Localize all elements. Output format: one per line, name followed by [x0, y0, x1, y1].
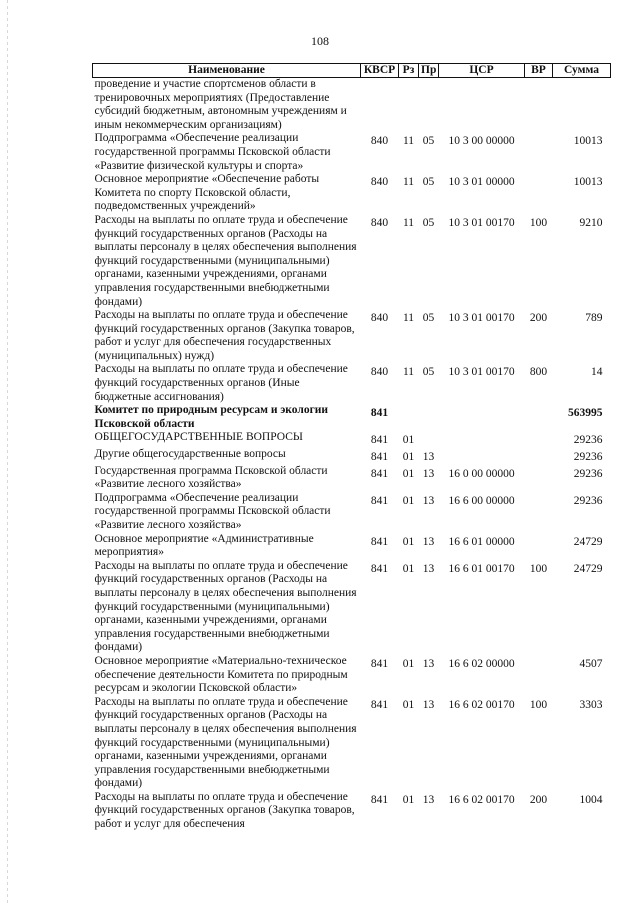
- budget-table-container: [92, 63, 610, 832]
- cell-vr: [525, 533, 553, 560]
- cell-sum: 4507: [579, 657, 603, 670]
- cell-rz: 11: [402, 366, 415, 379]
- cell-vr: [525, 78, 553, 133]
- cell-sum: 29236: [573, 451, 603, 464]
- header-pr: Пр: [419, 64, 439, 78]
- cell-pr: 05: [422, 366, 435, 379]
- cell-csr: [439, 78, 525, 133]
- cell-rz: 01: [402, 494, 415, 507]
- cell-name: Расходы на выплаты по оплате труда и обеспечение функций государственных органов (Расходы на выплаты персоналу в целях обеспечения выполнения функций государственными (муниципальными) органами, казенными учреждениями, органами управления государственными внебюджетными фондами): [94, 213, 357, 308]
- cell-kvsr: 841: [370, 494, 389, 507]
- cell-vr: [525, 431, 553, 448]
- cell-kvsr: [361, 78, 399, 133]
- cell-name: Основное мероприятие «Административные мероприятия»: [94, 532, 314, 559]
- cell-pr: 13: [422, 535, 435, 548]
- table-row: [93, 214, 611, 309]
- table-body: [93, 78, 611, 832]
- cell-rz: [399, 404, 419, 431]
- cell-sum: 29236: [573, 434, 603, 447]
- cell-rz: 01: [402, 434, 415, 447]
- cell-vr: 200: [529, 793, 548, 806]
- cell-rz: 01: [402, 793, 415, 806]
- cell-csr: 16 6 00 00000: [448, 494, 515, 507]
- cell-vr: [525, 448, 553, 465]
- cell-sum: 789: [585, 312, 603, 325]
- cell-sum: 10013: [573, 135, 603, 148]
- cell-pr: [419, 78, 439, 133]
- cell-name: Расходы на выплаты по оплате труда и обеспечение функций государственных органов (Расходы на выплаты персоналу в целях обеспечения выполнения функций государственными (муниципальными) органами, казенными учреждениями, органами управления государственными внебюджетными фондами): [94, 695, 357, 790]
- cell-name: Подпрограмма «Обеспечение реализации государственной программы Псковской области «Развитие физической культуры и спорта»: [94, 132, 331, 172]
- cell-vr: [525, 492, 553, 533]
- cell-kvsr: 841: [370, 562, 389, 575]
- cell-csr: [439, 448, 525, 465]
- cell-kvsr: 841: [370, 657, 389, 670]
- cell-kvsr: 841: [370, 407, 389, 420]
- cell-name: Комитет по природным ресурсам и экологии Псковской области: [94, 404, 329, 430]
- cell-name: проведение и участие спортсменов области в тренировочных мероприятиях (Предоставление субсидий бюджетным, автономным учреждениям и иным некоммерческим организациям): [94, 78, 347, 131]
- cell-sum: 14: [591, 366, 603, 379]
- cell-rz: 01: [402, 467, 415, 480]
- cell-name: Подпрограмма «Обеспечение реализации государственной программы Псковской области «Развитие лесного хозяйства»: [94, 491, 331, 531]
- cell-vr: 100: [529, 698, 548, 711]
- cell-kvsr: 840: [370, 176, 389, 189]
- cell-pr: 05: [422, 135, 435, 148]
- cell-name: ОБЩЕГОСУДАРСТВЕННЫЕ ВОПРОСЫ: [94, 431, 303, 444]
- page-number: 108: [311, 34, 329, 48]
- table-row: [93, 78, 611, 133]
- table-row: [93, 363, 611, 404]
- cell-vr: [525, 655, 553, 696]
- cell-kvsr: 841: [370, 698, 389, 711]
- table-row: [93, 431, 611, 448]
- cell-rz: 01: [402, 451, 415, 464]
- cell-name: Основное мероприятие «Материально-техническое обеспечение деятельности Комитета по природным ресурсам и экологии Псковской области»: [94, 654, 348, 695]
- cell-sum: 9210: [579, 216, 603, 229]
- cell-vr: 100: [529, 216, 548, 229]
- cell-kvsr: 840: [370, 135, 389, 148]
- cell-csr: 16 6 01 00000: [448, 535, 515, 548]
- cell-kvsr: 840: [370, 216, 389, 229]
- cell-pr: 13: [422, 657, 435, 670]
- cell-pr: 13: [422, 467, 435, 480]
- table-row: [93, 448, 611, 465]
- cell-rz: 01: [402, 657, 415, 670]
- cell-vr: [525, 465, 553, 492]
- cell-csr: 10 3 01 00170: [448, 216, 515, 229]
- cell-name: Расходы на выплаты по оплате труда и обеспечение функций государственных органов (Расходы на выплаты персоналу в целях обеспечения выполнения функций государственными (муниципальными) органами, казенными учреждениями, органами управления государственными внебюджетными фондами): [94, 559, 357, 654]
- table-row: [93, 309, 611, 363]
- header-name: Наименование: [93, 64, 361, 78]
- cell-vr: 200: [529, 312, 548, 325]
- cell-vr: [525, 404, 553, 431]
- table-row: [93, 655, 611, 696]
- table-row: [93, 791, 611, 832]
- cell-sum: 29236: [573, 467, 603, 480]
- cell-rz: 11: [402, 216, 415, 229]
- cell-csr: 16 0 00 00000: [448, 467, 515, 480]
- cell-pr: 13: [422, 793, 435, 806]
- cell-sum: 3303: [579, 698, 603, 711]
- cell-sum: 24729: [573, 535, 603, 548]
- cell-kvsr: 841: [370, 535, 389, 548]
- table-row: [93, 492, 611, 533]
- cell-rz: 01: [402, 535, 415, 548]
- table-header: [93, 64, 611, 78]
- cell-pr: [419, 431, 439, 448]
- cell-csr: 16 6 01 00170: [448, 562, 515, 575]
- scan-edge-line: [7, 0, 8, 905]
- cell-kvsr: 840: [370, 366, 389, 379]
- cell-sum: 563995: [568, 407, 603, 420]
- cell-csr: 10 3 00 00000: [448, 135, 515, 148]
- cell-pr: 05: [422, 216, 435, 229]
- cell-pr: 05: [422, 176, 435, 189]
- cell-rz: 01: [402, 698, 415, 711]
- table-row: [93, 465, 611, 492]
- cell-sum: 24729: [573, 562, 603, 575]
- table-row: [93, 533, 611, 560]
- cell-kvsr: 840: [370, 312, 389, 325]
- table-row: [93, 132, 611, 173]
- cell-name: Основное мероприятие «Обеспечение работы Комитета по спорту Псковской области, подведомственных учреждений»: [94, 173, 320, 213]
- cell-kvsr: 841: [370, 434, 389, 447]
- cell-kvsr: 841: [370, 451, 389, 464]
- cell-rz: [399, 78, 419, 133]
- header-vr: ВР: [525, 64, 553, 78]
- header-rz: Рз: [399, 64, 419, 78]
- cell-csr: [439, 431, 525, 448]
- header-sum: Сумма: [553, 64, 611, 78]
- cell-pr: 13: [422, 698, 435, 711]
- cell-kvsr: 841: [370, 467, 389, 480]
- table-row: [93, 173, 611, 214]
- cell-csr: 16 6 02 00170: [448, 698, 515, 711]
- cell-csr: 16 6 02 00170: [448, 793, 515, 806]
- cell-sum: 29236: [573, 494, 603, 507]
- cell-csr: 10 3 01 00000: [448, 176, 515, 189]
- header-kvsr: КВСР: [361, 64, 399, 78]
- cell-name: Государственная программа Псковской области «Развитие лесного хозяйства»: [94, 464, 328, 491]
- cell-vr: 100: [529, 562, 548, 575]
- cell-rz: 01: [402, 562, 415, 575]
- cell-rz: 11: [402, 135, 415, 148]
- cell-kvsr: 841: [370, 793, 389, 806]
- cell-sum: [553, 78, 611, 133]
- cell-sum: 1004: [579, 793, 603, 806]
- cell-pr: 13: [422, 494, 435, 507]
- cell-name: Расходы на выплаты по оплате труда и обеспечение функций государственных органов (Иные бюджетные ассигнования): [94, 363, 348, 403]
- cell-csr: 10 3 01 00170: [448, 312, 515, 325]
- table-row: [93, 404, 611, 431]
- cell-name: Расходы на выплаты по оплате труда и обеспечение функций государственных органов (Закупка товаров, работ и услуг для обеспечения государственных (муниципальных) нужд): [94, 309, 355, 362]
- cell-csr: [439, 404, 525, 431]
- header-row: [93, 64, 611, 78]
- cell-rz: 11: [402, 176, 415, 189]
- cell-name: Расходы на выплаты по оплате труда и обеспечение функций государственных органов (Закупка товаров, работ и услуг для обеспечения: [94, 790, 355, 831]
- cell-csr: 10 3 01 00170: [448, 366, 515, 379]
- header-csr: ЦСР: [439, 64, 525, 78]
- cell-vr: [525, 132, 553, 173]
- cell-pr: 13: [422, 562, 435, 575]
- budget-table: [92, 63, 611, 832]
- cell-pr: [419, 404, 439, 431]
- cell-name: Другие общегосударственные вопросы: [94, 448, 286, 461]
- cell-pr: 13: [422, 451, 435, 464]
- table-row: [93, 560, 611, 655]
- cell-sum: 10013: [573, 176, 603, 189]
- cell-vr: [525, 173, 553, 214]
- cell-pr: 05: [422, 312, 435, 325]
- cell-csr: 16 6 02 00000: [448, 657, 515, 670]
- cell-rz: 11: [402, 312, 415, 325]
- table-row: [93, 696, 611, 791]
- cell-vr: 800: [529, 366, 548, 379]
